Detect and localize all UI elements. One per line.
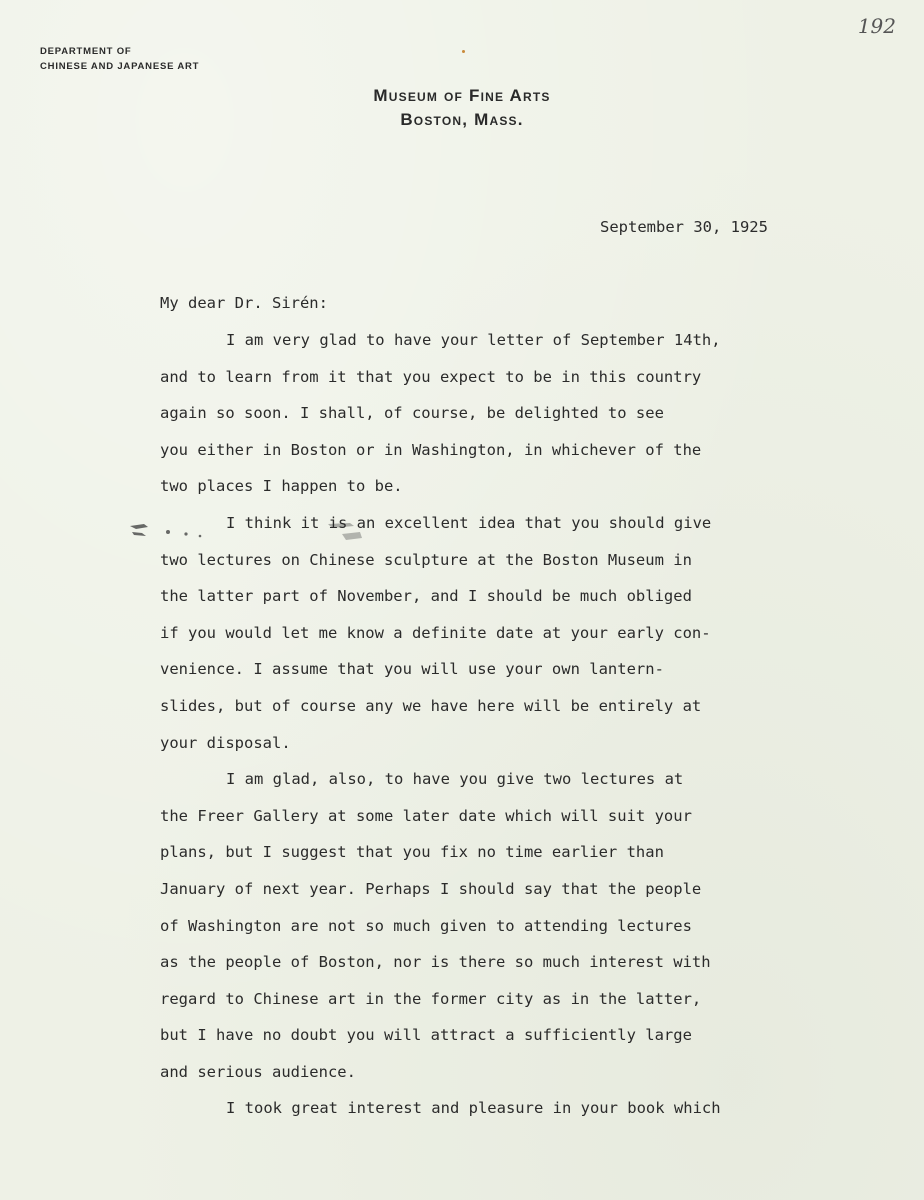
body-line: venience. I assume that you will use your own lantern-	[160, 660, 664, 679]
body-line: I took great interest and pleasure in your book which	[226, 1099, 721, 1118]
body-line: and to learn from it that you expect to be in this country	[160, 367, 702, 386]
body-line: I am glad, also, to have you give two lectures at	[226, 770, 684, 789]
body-line: and serious audience.	[160, 1062, 356, 1081]
body-line: two places I happen to be.	[160, 477, 403, 496]
department-line-2: CHINESE AND JAPANESE ART	[40, 61, 200, 72]
ink-speck	[462, 50, 465, 53]
salutation: My dear Dr. Sirén:	[160, 294, 328, 312]
body-line: I am very glad to have your letter of September 14th,	[226, 331, 721, 349]
museum-name: Museum of Fine Arts	[373, 86, 551, 105]
body-line: but I have no doubt you will attract a sufficiently large	[160, 1026, 692, 1045]
body-line: I think it is an excellent idea that you should give	[226, 513, 712, 532]
museum-letterhead	[0, 84, 924, 132]
museum-location: Boston, Mass.	[400, 110, 524, 129]
department-line-1: DEPARTMENT OF	[40, 46, 132, 57]
body-line: two lectures on Chinese sculpture at the Boston Museum in	[160, 550, 692, 569]
body-line: you either in Boston or in Washington, in whichever of the	[160, 440, 702, 459]
body-line: if you would let me know a definite date at your early con-	[160, 623, 711, 642]
body-line: the Freer Gallery at some later date which will suit your	[160, 806, 692, 825]
letter-body	[160, 330, 721, 1135]
body-line: of Washington are not so much given to attending lectures	[160, 916, 692, 935]
page-number: 192	[857, 14, 896, 38]
body-line: again so soon. I shall, of course, be delighted to see	[160, 404, 664, 423]
body-line: regard to Chinese art in the former city as in the latter,	[160, 989, 702, 1008]
letter-date: September 30, 1925	[600, 218, 768, 236]
body-line: as the people of Boston, nor is there so much interest with	[160, 953, 711, 972]
department-heading	[40, 44, 199, 74]
body-line: slides, but of course any we have here will be entirely at	[160, 696, 702, 715]
body-line: the latter part of November, and I should be much obliged	[160, 587, 692, 606]
body-line: plans, but I suggest that you fix no time earlier than	[160, 843, 664, 862]
body-line: your disposal.	[160, 733, 291, 752]
body-line: January of next year. Perhaps I should say that the people	[160, 879, 702, 898]
